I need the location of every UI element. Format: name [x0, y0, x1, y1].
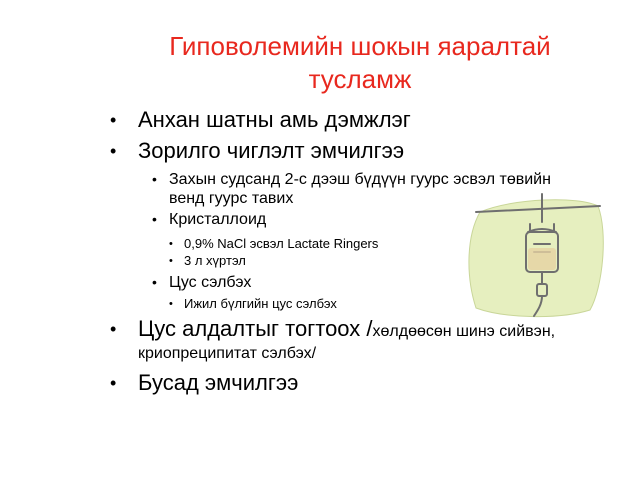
bullet-icon: •: [152, 211, 157, 227]
bullet-item: [110, 138, 405, 164]
bullet-text: 3 л хүртэл: [184, 253, 246, 268]
sub-bullet-item: [152, 273, 252, 292]
bullet-text-small: хөлдөөсөн шинэ сийвэн,: [372, 323, 556, 340]
bullet-text: Захын судсанд 2-с дээш бүдүүн гуурс эсвэл төвийн: [169, 171, 551, 188]
bullet-icon: •: [110, 373, 117, 393]
bullet-text: Цус сэлбэх: [169, 274, 252, 291]
title-line-1: Гиповолемийн шокын яаралтай: [169, 31, 551, 61]
bullet-icon: •: [152, 171, 157, 187]
bullet-icon: •: [110, 110, 117, 130]
bullet-icon: •: [152, 274, 157, 290]
sub-sub-bullet-item: [169, 253, 246, 269]
bullet-text: венд гуурс тавих: [169, 190, 294, 207]
bullet-text: Зорилго чиглэлт эмчилгээ: [138, 138, 405, 163]
bullet-text: Кристаллоид: [169, 211, 267, 228]
sub-sub-bullet-item: [169, 236, 379, 252]
bullet-icon: •: [169, 255, 173, 267]
iv-drip-bag-icon: [458, 192, 608, 322]
bullet-item: [110, 370, 299, 396]
bullet-icon: •: [110, 141, 117, 161]
bullet-icon: •: [169, 298, 173, 310]
bullet-text: криопреципитат сэлбэх/: [138, 345, 317, 362]
bullet-text: Цус алдалтыг тогтоох /: [138, 316, 373, 341]
bullet-continuation: [138, 344, 316, 363]
sub-sub-bullet-item: [169, 296, 337, 312]
sub-bullet-item: [152, 170, 551, 189]
bullet-icon: •: [110, 319, 117, 339]
title-line-2: тусламж: [308, 64, 412, 94]
bullet-item: [110, 107, 411, 133]
bullet-text: 0,9% NaCl эсвэл Lactate Ringers: [184, 236, 379, 251]
sub-bullet-item: [152, 210, 267, 229]
sub-bullet-continuation: [169, 189, 293, 208]
bullet-text: Анхан шатны амь дэмжлэг: [138, 107, 411, 132]
bullet-text: Бусад эмчилгээ: [138, 370, 299, 395]
bullet-icon: •: [169, 238, 173, 250]
bullet-text: Ижил бүлгийн цус сэлбэх: [184, 296, 337, 311]
